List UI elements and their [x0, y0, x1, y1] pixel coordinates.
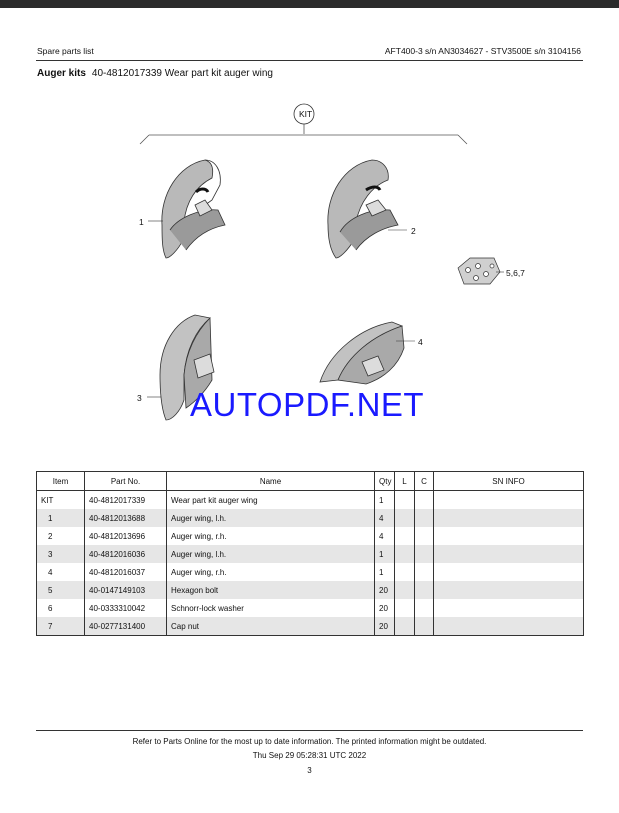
title-section: Auger kits: [37, 68, 86, 79]
cell-c: [415, 527, 434, 545]
watermark: AUTOPDF.NET: [190, 386, 425, 423]
parts-table: [36, 471, 584, 636]
table-row: [37, 581, 584, 599]
callout-1: 1: [139, 217, 144, 227]
col-header-l: L: [395, 472, 415, 491]
cell-qty: 1: [375, 491, 395, 510]
cell-c: [415, 563, 434, 581]
cell-sn-info: [434, 581, 584, 599]
table-row: [37, 599, 584, 617]
cell-name: Schnorr-lock washer: [167, 599, 375, 617]
cell-part-no: 40-0277131400: [85, 617, 167, 636]
cell-sn-info: [434, 509, 584, 527]
cell-item: 5: [37, 581, 85, 599]
cell-l: [395, 563, 415, 581]
table-row: [37, 563, 584, 581]
auger-wing-rh-2-icon: [328, 160, 398, 258]
auger-wing-rh-4-icon: [320, 322, 404, 384]
cell-qty: 20: [375, 599, 395, 617]
hardware-bolt-washer-nut-icon: [458, 258, 500, 284]
cell-name: Auger wing, r.h.: [167, 563, 375, 581]
header-doc-type: Spare parts list: [37, 46, 94, 56]
footer-timestamp: Thu Sep 29 05:28:31 UTC 2022: [252, 751, 367, 760]
cell-item: 3: [37, 545, 85, 563]
cell-part-no: 40-4812016036: [85, 545, 167, 563]
cell-c: [415, 491, 434, 510]
table-row: [37, 527, 584, 545]
cell-l: [395, 599, 415, 617]
col-header-sn-info: SN INFO: [434, 472, 584, 491]
cell-qty: 20: [375, 581, 395, 599]
cell-sn-info: [434, 599, 584, 617]
cell-name: Wear part kit auger wing: [167, 491, 375, 510]
cell-name: Hexagon bolt: [167, 581, 375, 599]
cell-item: 7: [37, 617, 85, 636]
cell-name: Auger wing, l.h.: [167, 509, 375, 527]
cell-sn-info: [434, 527, 584, 545]
cell-part-no: 40-0333310042: [85, 599, 167, 617]
cell-c: [415, 599, 434, 617]
cell-l: [395, 581, 415, 599]
header-model-serial: AFT400-3 s/n AN3034627 - STV3500E s/n 3104156: [384, 46, 581, 56]
kit-callout-label: KIT: [299, 109, 313, 119]
cell-item: 6: [37, 599, 85, 617]
cell-name: Auger wing, l.h.: [167, 545, 375, 563]
cell-part-no: 40-4812013688: [85, 509, 167, 527]
cell-qty: 4: [375, 509, 395, 527]
table-row: [37, 617, 584, 636]
col-header-part-no: Part No.: [85, 472, 167, 491]
table-row: [37, 545, 584, 563]
callout-5-6-7: 5,6,7: [506, 268, 525, 278]
col-header-qty: Qty: [375, 472, 395, 491]
cell-item: 1: [37, 509, 85, 527]
page-number: 3: [307, 766, 312, 775]
col-header-c: C: [415, 472, 434, 491]
cell-l: [395, 509, 415, 527]
title-kit: 40-4812017339 Wear part kit auger wing: [91, 68, 273, 79]
cell-part-no: 40-4812016037: [85, 563, 167, 581]
cell-item: 4: [37, 563, 85, 581]
cell-c: [415, 545, 434, 563]
cell-item: 2: [37, 527, 85, 545]
callout-4: 4: [418, 337, 423, 347]
cell-sn-info: [434, 491, 584, 510]
cell-c: [415, 581, 434, 599]
cell-sn-info: [434, 545, 584, 563]
callout-2: 2: [411, 226, 416, 236]
cell-name: Cap nut: [167, 617, 375, 636]
cell-l: [395, 527, 415, 545]
footer-divider: [36, 730, 583, 731]
col-header-item: Item: [37, 472, 85, 491]
cell-l: [395, 545, 415, 563]
table-header-row: [37, 472, 584, 491]
cell-name: Auger wing, r.h.: [167, 527, 375, 545]
auger-wing-lh-1-icon: [162, 160, 225, 258]
table-row: [37, 509, 584, 527]
footer-note: Refer to Parts Online for the most up to date information. The printed information might be outdated.: [132, 737, 487, 746]
cell-qty: 1: [375, 563, 395, 581]
table-row: [37, 491, 584, 510]
cell-l: [395, 491, 415, 510]
cell-l: [395, 617, 415, 636]
cell-part-no: 40-0147149103: [85, 581, 167, 599]
cell-qty: 20: [375, 617, 395, 636]
cell-part-no: 40-4812013696: [85, 527, 167, 545]
cell-part-no: 40-4812017339: [85, 491, 167, 510]
cell-sn-info: [434, 617, 584, 636]
cell-c: [415, 509, 434, 527]
kit-bracket: [140, 124, 467, 144]
cell-qty: 1: [375, 545, 395, 563]
cell-item: KIT: [37, 491, 85, 510]
cell-sn-info: [434, 563, 584, 581]
cell-qty: 4: [375, 527, 395, 545]
cell-c: [415, 617, 434, 636]
col-header-name: Name: [167, 472, 375, 491]
callout-3: 3: [137, 393, 142, 403]
